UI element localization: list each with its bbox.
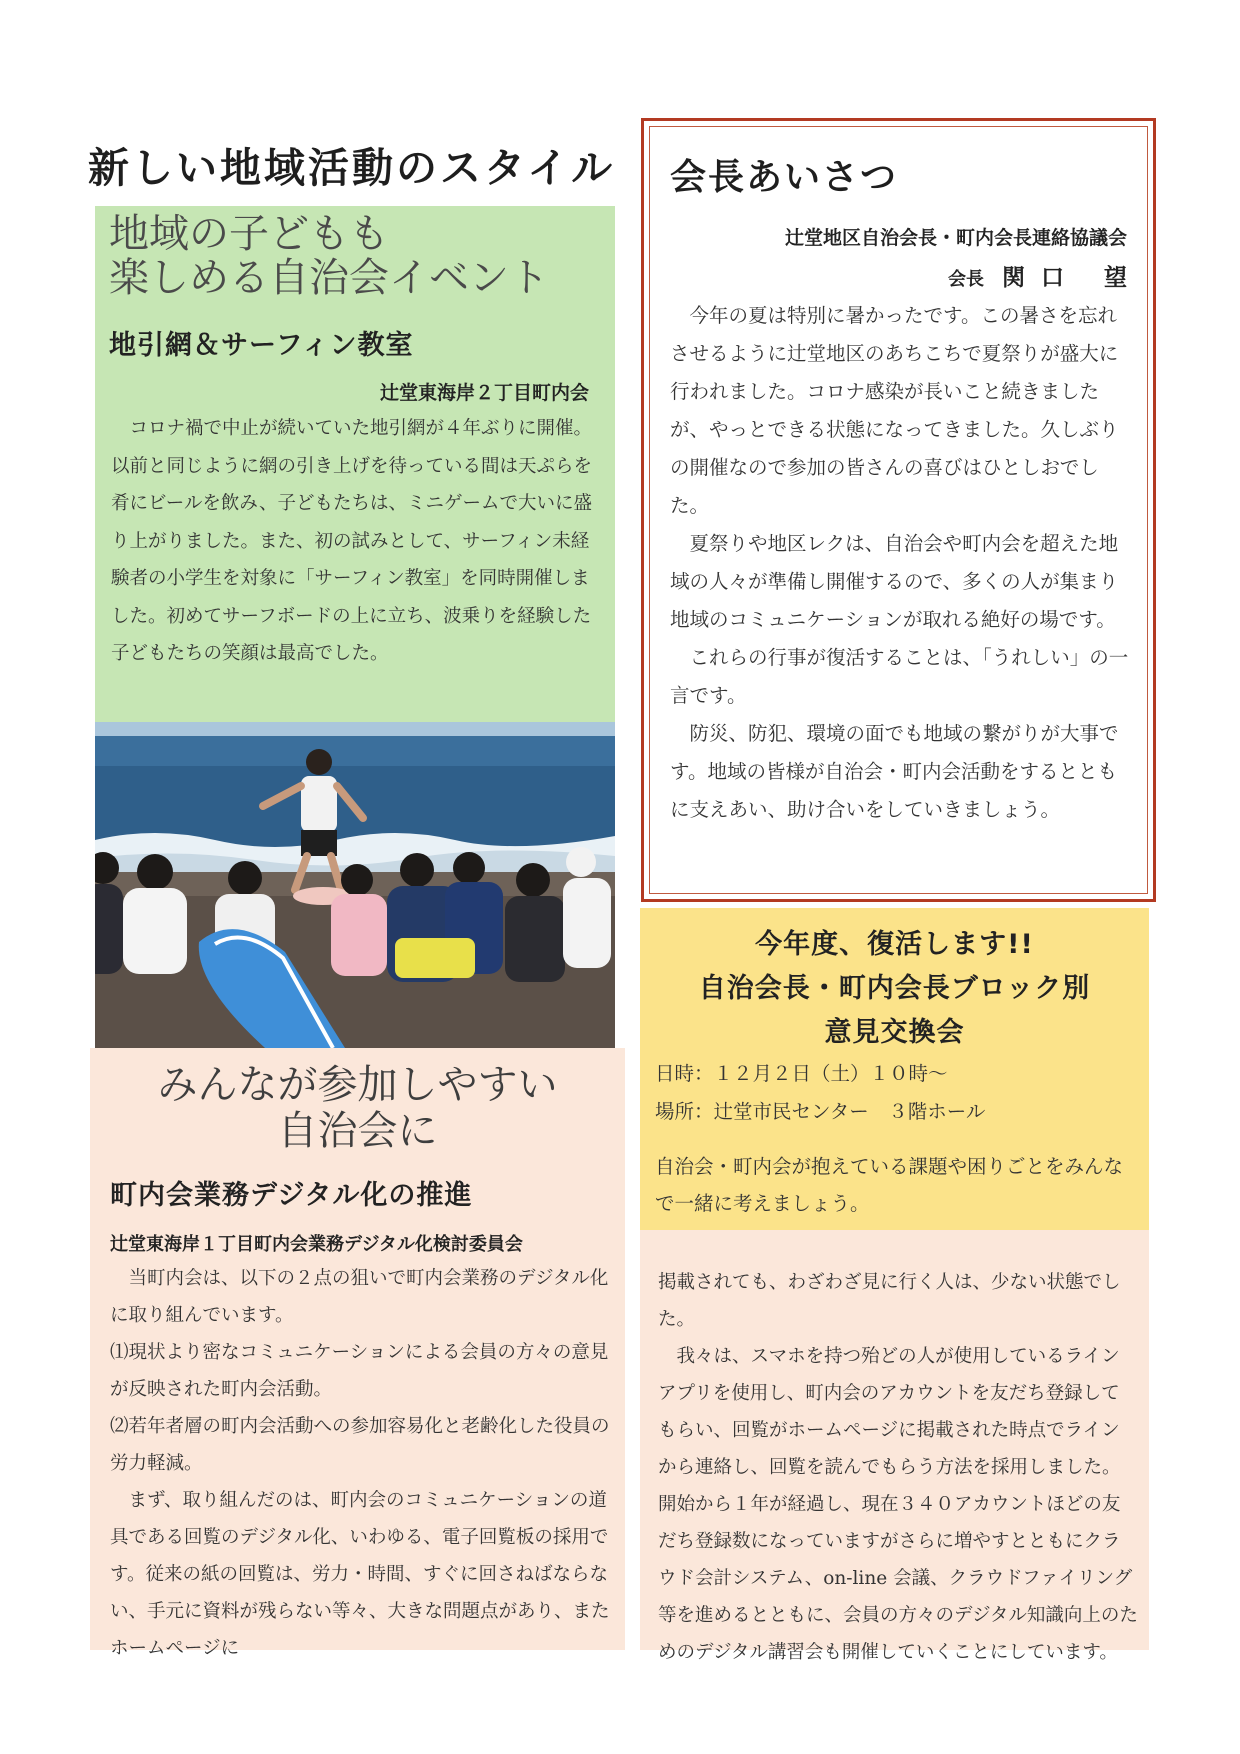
event-headline-line-2: 楽しめる自治会イベント <box>109 255 549 301</box>
digital-paragraph: ⑵若年者層の町内会活動への参加容易化と老齢化した役員の労力軽減。 <box>110 1416 610 1474</box>
greeting-title: 会長あいさつ <box>670 157 899 198</box>
event-paragraph: コロナ禍で中止が続いていた地引網が４年ぶりに開催。以前と同じように網の引き上げを待っている間は天ぷらを肴にビールを飲み、子どもたちは、ミニゲームで大いに盛り上がりました。また、初の試みとして、サーフィン未経験者の小学生を対象に「サーフィン教室」を同時開催しました。初めてサーフボードの上に立ち、波乗りを経験した子どもたちの笑顔は最高でした。 <box>111 418 593 664</box>
digital-paragraph: まず、取り組んだのは、町内会のコミュニケーションの道具である回覧のデジタル化、いわゆる、電子回覧板の採用です。従来の紙の回覧は、労力・時間、すぐに回さねばならない、手元に資料が残らない等々、大きな問題点があり、またホームページに <box>110 1490 610 1659</box>
digital-continued-paragraph: 我々は、スマホを持つ殆どの人が使用しているラインアプリを使用し、町内会のアカウントを友だち登録してもらい、回覧がホームページに掲載された時点でラインから連絡し、回覧を読んでもらう方法を採用しました。開始から１年が経過し、現在３４０アカウントほどの友だち登録数になっていますがさらに増やすとともにクラウド会計システム、on-line 会議、クラウドファイリング等を進めるとともに、会員の方々のデジタル知識向上のためのデジタル講習会も開催していくことにしています。 <box>658 1346 1138 1663</box>
digital-headline-line-2: 自治会に <box>277 1108 438 1154</box>
notice-title-line-1: 今年度、復活します!! <box>755 929 1034 960</box>
digital-subtitle: 町内会業務デジタル化の推進 <box>110 1180 473 1211</box>
beach-surf-lesson-photo <box>95 722 615 1048</box>
notice-title-line-3: 意見交換会 <box>824 1017 965 1048</box>
digital-continued-body <box>658 1264 1138 1671</box>
greeting-body <box>670 297 1136 829</box>
greeting-paragraph: 防災、防犯、環境の面でも地域の繋がりが大事です。地域の皆様が自治会・町内会活動をするとともに支えあい、助け合いをしていきましょう。 <box>670 722 1119 821</box>
digital-paragraph: 当町内会は、以下の２点の狙いで町内会業務のデジタル化に取り組んでいます。 <box>110 1268 609 1326</box>
digital-article-continued <box>640 1230 1149 1663</box>
event-article <box>95 206 615 722</box>
notice-place: 場所：辻堂市民センター ３階ホール <box>655 1100 986 1123</box>
notice-title-line-2: 自治会長・町内会長ブロック別 <box>698 973 1091 1004</box>
digital-paragraph: ⑴現状より密なコミュニケーションによる会員の方々の意見が反映された町内会活動。 <box>110 1342 609 1400</box>
meeting-notice <box>640 908 1149 1230</box>
greeting-paragraph: 夏祭りや地区レクは、自治会や町内会を超えた地域の人々が準備し開催するので、多くの人が集まり地域のコミュニケーションが取れる絶好の場です。 <box>670 532 1119 631</box>
notice-date: 日時：１２月２日（土）１０時～ <box>655 1062 948 1085</box>
greeting-name: 関口 望 <box>1001 265 1143 291</box>
page-title: 新しい地域活動のスタイル <box>88 144 616 192</box>
digital-headline-line-1: みんなが参加しやすい <box>157 1062 558 1108</box>
event-headline-line-1: 地域の子どもも <box>109 211 389 257</box>
digital-body <box>110 1260 610 1667</box>
chairman-greeting <box>641 118 1156 902</box>
greeting-organization: 辻堂地区自治会長・町内会長連絡協議会 <box>784 227 1127 249</box>
event-organization: 辻堂東海岸２丁目町内会 <box>379 382 589 404</box>
photo-illustration <box>95 722 615 1048</box>
greeting-inner-border <box>649 126 1148 894</box>
digital-organization: 辻堂東海岸１丁目町内会業務デジタル化検討委員会 <box>110 1234 523 1255</box>
greeting-role: 会長 <box>947 269 984 290</box>
greeting-paragraph: これらの行事が復活することは、「うれしい」の一言です。 <box>670 646 1129 707</box>
notice-description: 自治会・町内会が抱えている課題や困りごとをみんなで一緒に考えましょう。 <box>655 1155 1124 1215</box>
digital-article <box>90 1048 625 1659</box>
greeting-signature <box>947 259 1143 292</box>
digital-continued-paragraph: 掲載されても、わざわざ見に行く人は、少ない状態でした。 <box>658 1272 1121 1330</box>
event-subtitle: 地引網＆サーフィン教室 <box>109 330 414 361</box>
greeting-paragraph: 今年の夏は特別に暑かったです。この暑さを忘れさせるように辻堂地区のあちこちで夏祭りが盛大に行われました。コロナ感染が長いこと続きましたが、やっとできる状態になってきました。久しぶりの開催なので参加の皆さんの喜びはひとしおでした。 <box>670 304 1119 517</box>
